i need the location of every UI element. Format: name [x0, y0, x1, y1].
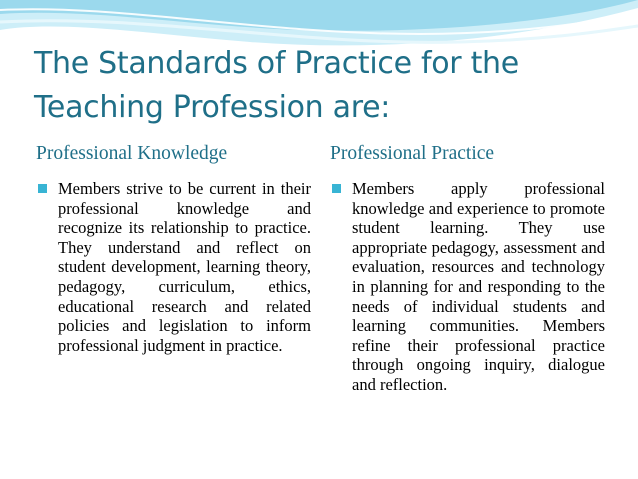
bullet-text: Members apply professional knowledge and experience to promote student learning. They use appropriate pedagogy, assessment and evaluation, resources and technology in planning for and responding to the needs of individual students and learning communities. Members refine their professional practice through ongoing inquiry, dialogue and reflection. — [352, 179, 605, 394]
professional-practice-column — [330, 140, 605, 395]
bullet-text: Members strive to be current in their professional knowledge and recognize its relationship to practice. They understand and reflect on student development, learning theory, pedagogy, curriculum, ethics, educational research and related policies and legislation to inform professional judgment in practice. — [58, 179, 311, 355]
square-bullet-icon — [38, 184, 47, 193]
column-heading: Professional Knowledge — [36, 143, 228, 164]
list-item — [330, 179, 605, 395]
square-bullet-icon — [332, 184, 341, 193]
list-item — [36, 179, 311, 355]
column-heading: Professional Practice — [330, 143, 495, 164]
professional-knowledge-column — [36, 140, 311, 355]
slide-title: The Standards of Practice for the Teaching Profession are: — [34, 46, 519, 125]
